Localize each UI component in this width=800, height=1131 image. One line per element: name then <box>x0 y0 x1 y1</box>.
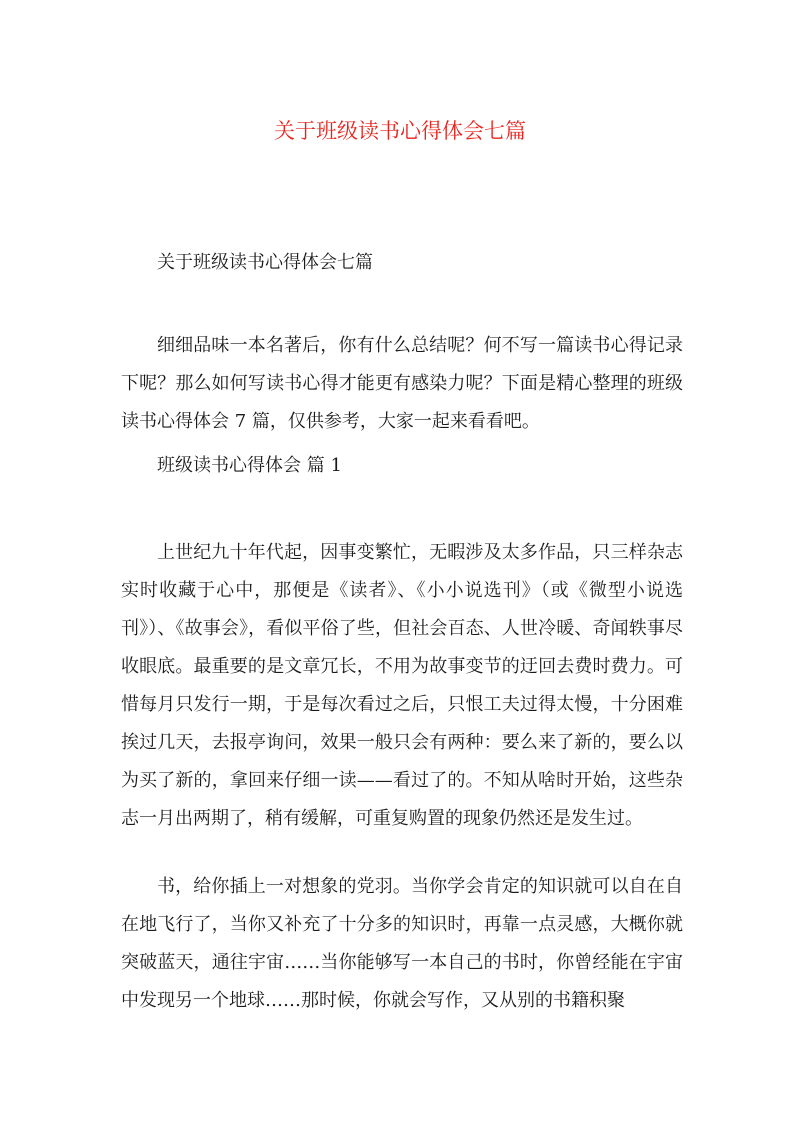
intro-paragraph: 细细品味一本名著后，你有什么总结呢？何不写一篇读书心得记录下呢？那么如何写读书心得才能更有感染力呢？下面是精心整理的班级读书心得体会 7 篇，仅供参考，大家一起来看看吧。 <box>121 335 683 432</box>
body-paragraph: 上世纪九十年代起，因事变繁忙，无暇涉及太多作品，只三样杂志实时收藏于心中，那便是《读者》、《小小说选刊》（或《微型小说选刊》）、《故事会》，看似平俗了些，但社会百态、人世冷暖、奇闻轶事尽收眼底。最重要的是文章冗长，不用为故事变节的迂回去费时费力。可惜每月只发行一期，于是每次看过之后，只恨工夫过得太慢，十分困难挨过几天，去报亭询问，效果一般只会有两种：要么来了新的，要么以为买了新的，拿回来仔细一读——看过了的。不知从啥时开始，这些杂志一月出两期了，稍有缓解，可重复购置的现象仍然还是发生过。 <box>121 542 683 829</box>
section-heading: 班级读书心得体会 篇 1 <box>157 455 342 476</box>
body-paragraph: 书，给你插上一对想象的党羽。当你学会肯定的知识就可以自在自在地飞行了，当你又补充了十分多的知识时，再靠一点灵感，大概你就突破蓝天，通往宇宙……当你能够写一本自己的书时，你曾经能在宇宙中发现另一个地球……那时候，你就会写作，又从别的书籍积聚 <box>121 876 683 1011</box>
document-subtitle: 关于班级读书心得体会七篇 <box>157 252 373 273</box>
document-title: 关于班级读书心得体会七篇 <box>274 119 526 144</box>
